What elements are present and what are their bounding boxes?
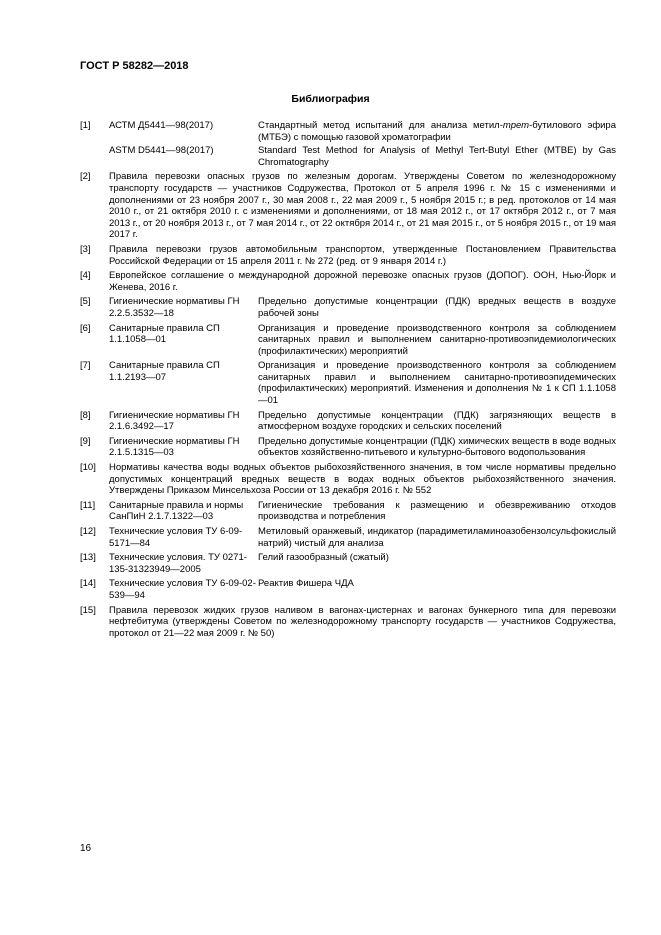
entry-number: [15] xyxy=(80,604,96,616)
entry-title: Организация и проведение производственного контроля за соблюдением санитарных правил и выполнением санитарно-противоэпидемиологических (профилактических) мероприятий xyxy=(258,322,616,357)
entry-text: Нормативы качества воды водных объектов рыбохозяйственного значения, в том числе нормативы предельно допустимых концентраций вредных веществ в водах водных объектов рыбохозяйственного значения. Утверждены Приказом Минсельхоза России от 13 декабря 2016 г. № 552 xyxy=(109,462,616,497)
entry-number: [9] xyxy=(80,435,91,447)
entry-standard: Технические условия. ТУ 0271-135-31323949—2005 xyxy=(109,552,247,575)
entry-number: [4] xyxy=(80,270,91,282)
entry-standard: АСТМ Д5441—98(2017) xyxy=(109,120,214,131)
entry-number: [2] xyxy=(80,171,91,183)
entry-standard: Гигиенические нормативы ГН 2.1.5.1315—03 xyxy=(109,435,240,459)
entry-text: Правила перевозок жидких грузов наливом в вагонах-цистернах и вагонах бункерного типа для перевозки нефтебитума (утверждены Советом по железнодорожному транспорту государств — участников Содружества, протокол от 21—22 мая 2009 г. № 50) xyxy=(109,604,616,639)
bibliography-list xyxy=(80,120,616,642)
entry-title: Предельно допустимые концентрации (ПДК) загрязняющих веществ в атмосферном воздухе городских и сельских поселений xyxy=(258,409,616,433)
bibliography-entry-4 xyxy=(80,270,616,293)
entry-title: Гелий газообразный (сжатый) xyxy=(258,552,389,564)
entry-number: [14] xyxy=(80,578,96,590)
entry-standard: Технические условия ТУ 6-09-5171—84 xyxy=(109,526,243,549)
entry-text: Европейское соглашение о международной дорожной перевозке опасных грузов (ДОПОГ). ООН, Нью-Йорк и Женева, 2016 г. xyxy=(109,270,616,293)
entry-title: Гигиенические требования к размещению и обезвреживанию отходов производства и потребления xyxy=(258,499,616,523)
entry-text: Правила перевозки грузов автомобильным транспортом, утвержденные Постановлением Правительства Российской Федерации от 15 апреля 2011 г. № 272 (ред. от 9 января 2014 г.) xyxy=(109,243,616,267)
section-title: Библиография xyxy=(291,93,370,105)
entry-number: [12] xyxy=(80,526,96,537)
bibliography-entry-15 xyxy=(80,605,616,640)
entry-number: [1] xyxy=(80,120,91,131)
entry-number: [8] xyxy=(80,409,91,421)
entry-number: [7] xyxy=(80,360,91,372)
bibliography-entry-1 xyxy=(80,120,616,168)
entry-number: [13] xyxy=(80,552,96,564)
entry-title-en: Standard Test Method for Analysis of Methyl Tert-Butyl Ether (MTBE) by Gas Chromatography xyxy=(258,145,616,168)
entry-standard-en: ASTM D5441—98(2017) xyxy=(109,145,214,157)
entry-title: Предельно допустимые концентрации (ПДК) химических веществ в воде водных объектов хозяйственно-питьевого и культурно-бытового водопользования xyxy=(258,435,616,459)
entry-text: Правила перевозки опасных грузов по железным дорогам. Утверждены Советом по железнодорожному транспорту государств — участников Содружества, Протокол от 5 апреля 1996 г. № 15 с изменениями и дополнениями от 23 ноября 2007 г., 30 мая 2008 г., 22 мая 2009 г., 5 ноября 2015 г.; в ред. протоколов от 14 мая 2010 г., от 21 октября 2010 г. с изменениями и дополнениями, от 18 мая 2012 г., от 17 октября 2012 г., от 7 мая 2013 г., от 20 ноября 2013 г., от 7 мая 2014 г., от 22 октября 2014 г., от 21 мая 2015 г., от 5 ноября 2015 г., от 19 мая 2017 г. xyxy=(109,171,616,241)
bibliography-entry-2 xyxy=(80,171,616,241)
bibliography-entry-7 xyxy=(80,360,616,406)
entry-standard: Гигиенические нормативы ГН 2.1.6.3492—17 xyxy=(109,409,240,433)
bibliography-entry-11 xyxy=(80,500,616,523)
bibliography-entry-10 xyxy=(80,462,616,497)
bibliography-entry-12 xyxy=(80,526,616,549)
entry-standard: Технические условия ТУ 6-09-02-539—94 xyxy=(109,578,256,601)
bibliography-entry-3 xyxy=(80,244,616,267)
bibliography-entry-6 xyxy=(80,323,616,358)
entry-number: [11] xyxy=(80,499,96,511)
entry-number: [10] xyxy=(80,462,96,474)
bibliography-entry-9 xyxy=(80,436,616,459)
bibliography-entry-8 xyxy=(80,410,616,433)
entry-title: Метиловый оранжевый, индикатор (парадиметиламиноазобензолсульфокислый натрий) чистый для анализа xyxy=(258,526,616,549)
bibliography-entry-13 xyxy=(80,552,616,575)
entry-standard: Санитарные правила и нормы СанПиН 2.1.7.1322—03 xyxy=(109,499,244,523)
entry-standard: Гигиенические нормативы ГН 2.2.5.3532—18 xyxy=(109,296,240,319)
entry-title: Стандартный метод испытаний для анализа метил-трет-бутилового эфира (МТБЭ) с помощью газовой хроматографии xyxy=(258,120,617,143)
bibliography-entry-5 xyxy=(80,296,616,319)
entry-number: [6] xyxy=(80,322,91,334)
entry-number: [3] xyxy=(80,243,91,255)
entry-title: Организация и проведение производственного контроля за соблюдением санитарных правил и выполнением санитарно-противоэпидемических (профилактических) мероприятий. Изменения и дополнения № 1 к СП 1.1.1058—01 xyxy=(258,360,616,407)
entry-standard: Санитарные правила СП 1.1.2193—07 xyxy=(109,360,220,383)
entry-title: Предельно допустимые концентрации (ПДК) вредных веществ в воздухе рабочей зоны xyxy=(258,296,616,319)
page-number: 16 xyxy=(80,843,92,854)
entry-standard: Санитарные правила СП 1.1.1058—01 xyxy=(109,322,220,346)
entry-number: [5] xyxy=(80,296,91,308)
entry-title: Реактив Фишера ЧДА xyxy=(258,578,354,590)
document-header: ГОСТ Р 58282—2018 xyxy=(80,60,189,72)
bibliography-entry-14 xyxy=(80,578,616,601)
